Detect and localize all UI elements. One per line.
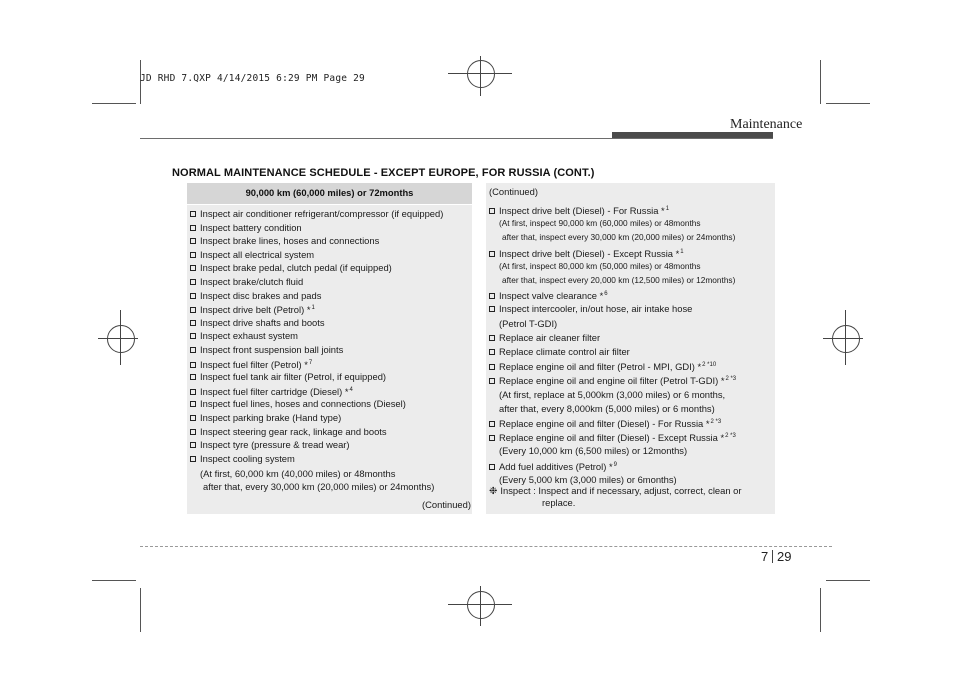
schedule-title: NORMAL MAINTENANCE SCHEDULE - EXCEPT EUROPE, FOR RUSSIA (CONT.) xyxy=(172,167,595,179)
item-text: Replace climate control air filter xyxy=(499,346,630,357)
checklist-item xyxy=(190,275,303,289)
item-text: Inspect drive belt (Diesel) - Except Russia * xyxy=(499,247,680,259)
footnote-ref: 7 xyxy=(308,359,313,366)
footnote-ref: 6 xyxy=(604,291,608,298)
item-text: (At first, inspect 80,000 km (50,000 miles) or 48months xyxy=(499,260,701,271)
checkbox-square-icon xyxy=(190,238,196,244)
footnote-ref: 1 xyxy=(665,206,670,212)
chapter-number: 7 xyxy=(761,549,769,564)
footer-rule xyxy=(140,546,832,547)
item-text: (At first, replace at 5,000km (3,000 miles) or 6 months, xyxy=(499,388,726,400)
checklist-item xyxy=(190,452,295,466)
checkbox-square-icon xyxy=(190,279,196,285)
item-text: Inspect drive shafts and boots xyxy=(200,316,325,328)
item-text: Inspect front suspension ball joints xyxy=(200,344,344,355)
item-text: after that, inspect every 30,000 km (20,000 miles) or 24months) xyxy=(502,232,736,243)
checkbox-square-icon xyxy=(489,435,495,441)
crop-mark xyxy=(826,580,870,581)
checklist-item xyxy=(489,288,608,303)
item-text: Inspect brake pedal, clutch pedal (if equipped) xyxy=(200,262,392,274)
item-text: Replace air cleaner filter xyxy=(499,331,601,343)
checkbox-square-icon xyxy=(190,211,196,217)
checkbox-square-icon xyxy=(190,429,196,435)
crop-mark xyxy=(826,103,870,104)
item-text: (Petrol T-GDI) xyxy=(499,317,558,329)
crop-mark xyxy=(92,580,136,581)
checklist-item xyxy=(190,207,443,221)
checkbox-square-icon xyxy=(190,307,196,313)
item-text: Inspect intercooler, in/out hose, air intake hose xyxy=(499,303,693,315)
checklist-item xyxy=(499,217,701,231)
note-symbol-icon: ❉ xyxy=(489,486,498,497)
checklist-item xyxy=(190,357,312,372)
item-text: (Every 10,000 km (6,500 miles) or 12months) xyxy=(499,445,688,457)
item-text: Add fuel additives (Petrol) * xyxy=(499,460,613,472)
checklist-item xyxy=(190,384,353,399)
checklist-item xyxy=(190,329,298,343)
item-text: Inspect battery condition xyxy=(200,221,302,233)
checklist-item xyxy=(190,425,387,439)
checklist-item xyxy=(190,411,341,425)
footnote-ref: 2 *3 xyxy=(725,376,737,383)
interval-heading: 90,000 km (60,000 miles) or 72months xyxy=(187,183,472,204)
item-text: after that, inspect every 20,000 km (12,500 miles) or 12months) xyxy=(502,275,736,285)
checkbox-square-icon xyxy=(190,374,196,380)
checklist-item xyxy=(499,444,687,458)
checkbox-square-icon xyxy=(489,335,495,341)
checkbox-square-icon xyxy=(489,378,495,384)
checklist-item xyxy=(489,416,721,431)
checklist-item xyxy=(190,289,321,303)
checklist-item xyxy=(489,345,630,359)
heading-divider xyxy=(187,204,472,205)
item-text: Inspect brake/clutch fluid xyxy=(200,276,304,287)
checkbox-square-icon xyxy=(190,225,196,231)
item-text: Inspect disc brakes and pads xyxy=(200,289,322,301)
item-text: Inspect exhaust system xyxy=(200,330,298,342)
item-text: Inspect fuel filter cartridge (Diesel) * xyxy=(200,385,349,397)
checklist-item xyxy=(502,274,735,288)
item-text: Inspect parking brake (Hand type) xyxy=(200,412,342,423)
item-text: (Every 5,000 km (3,000 miles) or 6months) xyxy=(499,473,677,485)
checkbox-square-icon xyxy=(190,252,196,258)
checklist-item xyxy=(489,373,736,388)
item-text: Inspect fuel lines, hoses and connections (Diesel) xyxy=(200,398,406,410)
crop-mark xyxy=(140,588,141,632)
checklist-item xyxy=(499,317,557,331)
checklist-item xyxy=(190,370,386,384)
item-text: Inspect brake lines, hoses and connections xyxy=(200,235,380,247)
checklist-item xyxy=(190,397,406,411)
item-text: Replace engine oil and engine oil filter (Petrol T-GDI) * xyxy=(499,375,725,387)
section-title: Maintenance xyxy=(730,117,803,132)
checkbox-square-icon xyxy=(190,265,196,271)
checklist-item xyxy=(489,246,684,261)
footnote-ref: 2 *10 xyxy=(702,362,717,369)
checklist-item xyxy=(190,221,302,235)
checkbox-square-icon xyxy=(190,293,196,299)
checklist-item xyxy=(489,331,600,345)
checklist-item xyxy=(190,261,392,275)
checkbox-square-icon xyxy=(190,347,196,353)
legend-note-continued: replace. xyxy=(542,497,576,508)
checklist-item xyxy=(190,234,379,248)
print-header: JD RHD 7.QXP 4/14/2015 6:29 PM Page 29 xyxy=(140,73,365,84)
checkbox-square-icon xyxy=(489,293,495,299)
checkbox-square-icon xyxy=(190,320,196,326)
checkbox-square-icon xyxy=(190,333,196,339)
footnote-ref: 1 xyxy=(311,305,315,312)
item-text: Replace engine oil and filter (Diesel) - Except Russia * xyxy=(499,432,725,444)
checkbox-square-icon xyxy=(190,389,196,395)
checkbox-square-icon xyxy=(489,251,495,257)
page-separator xyxy=(772,550,773,563)
section-rule xyxy=(140,138,773,139)
checkbox-square-icon xyxy=(489,349,495,355)
checkbox-square-icon xyxy=(190,362,196,368)
crop-mark xyxy=(820,60,821,104)
checkbox-square-icon xyxy=(489,306,495,312)
cooling-detail: after that, every 30,000 km (20,000 miles) or 24months) xyxy=(203,481,435,492)
checklist-item xyxy=(190,316,325,330)
item-text: Replace engine oil and filter (Diesel) - For Russia * xyxy=(499,418,710,429)
checklist-item xyxy=(499,402,715,416)
checkbox-square-icon xyxy=(190,442,196,448)
continued-label: (Continued) xyxy=(489,186,538,197)
item-text: Inspect tyre (pressure & tread wear) xyxy=(200,439,350,451)
checkbox-square-icon xyxy=(489,208,495,214)
legend-note xyxy=(489,484,741,499)
footnote-ref: 1 xyxy=(680,248,684,255)
checkbox-square-icon xyxy=(489,464,495,470)
item-text: Inspect valve clearance * xyxy=(499,290,604,302)
checklist-item xyxy=(489,203,669,218)
footnote-ref: 2 *3 xyxy=(725,433,736,440)
checkbox-square-icon xyxy=(489,364,495,370)
checkbox-square-icon xyxy=(190,415,196,421)
item-text: Replace engine oil and filter (Petrol - MPI, GDI) * xyxy=(499,361,702,373)
checkbox-square-icon xyxy=(489,421,495,427)
item-text: Inspect all electrical system xyxy=(200,248,315,260)
item-text: Inspect fuel tank air filter (Petrol, if equipped) xyxy=(200,371,387,383)
checklist-item xyxy=(190,438,350,452)
item-text: Inspect drive belt (Diesel) - For Russia * xyxy=(499,205,665,216)
footnote-ref: 2 *3 xyxy=(710,419,722,425)
item-text: Inspect steering gear rack, linkage and boots xyxy=(200,425,387,437)
item-text: Inspect air conditioner refrigerant/compressor (if equipped) xyxy=(200,208,444,219)
item-text: Inspect cooling system xyxy=(200,452,295,464)
crop-mark xyxy=(92,103,136,104)
note-text: Inspect : Inspect and if necessary, adjust, correct, clean or xyxy=(500,485,742,496)
checklist-item xyxy=(502,231,735,245)
footnote-ref: 9 xyxy=(613,461,617,468)
checklist-item xyxy=(190,248,314,262)
checklist-item xyxy=(489,302,692,316)
checkbox-square-icon xyxy=(190,401,196,407)
right-column xyxy=(486,183,775,514)
crop-mark xyxy=(820,588,821,632)
checklist-item xyxy=(190,302,315,317)
page-number: 29 xyxy=(777,549,792,564)
cooling-detail: (At first, 60,000 km (40,000 miles) or 48months xyxy=(200,468,396,479)
checklist-item xyxy=(499,388,725,402)
item-text: after that, every 8,000km (5,000 miles) or 6 months) xyxy=(499,402,715,414)
footnote-ref: 4 xyxy=(349,386,353,393)
left-column xyxy=(187,183,472,514)
checklist-item xyxy=(499,260,701,274)
continued-label: (Continued) xyxy=(422,499,471,510)
item-text: Inspect drive belt (Petrol) * xyxy=(200,304,311,316)
checklist-item xyxy=(489,430,736,445)
checklist-item xyxy=(489,459,617,474)
item-text: Inspect fuel filter (Petrol) * xyxy=(200,358,308,370)
checklist-item xyxy=(190,343,343,357)
checkbox-square-icon xyxy=(190,456,196,462)
item-text: (At first, inspect 90,000 km (60,000 miles) or 48months xyxy=(499,218,701,229)
checklist-item xyxy=(489,359,716,374)
